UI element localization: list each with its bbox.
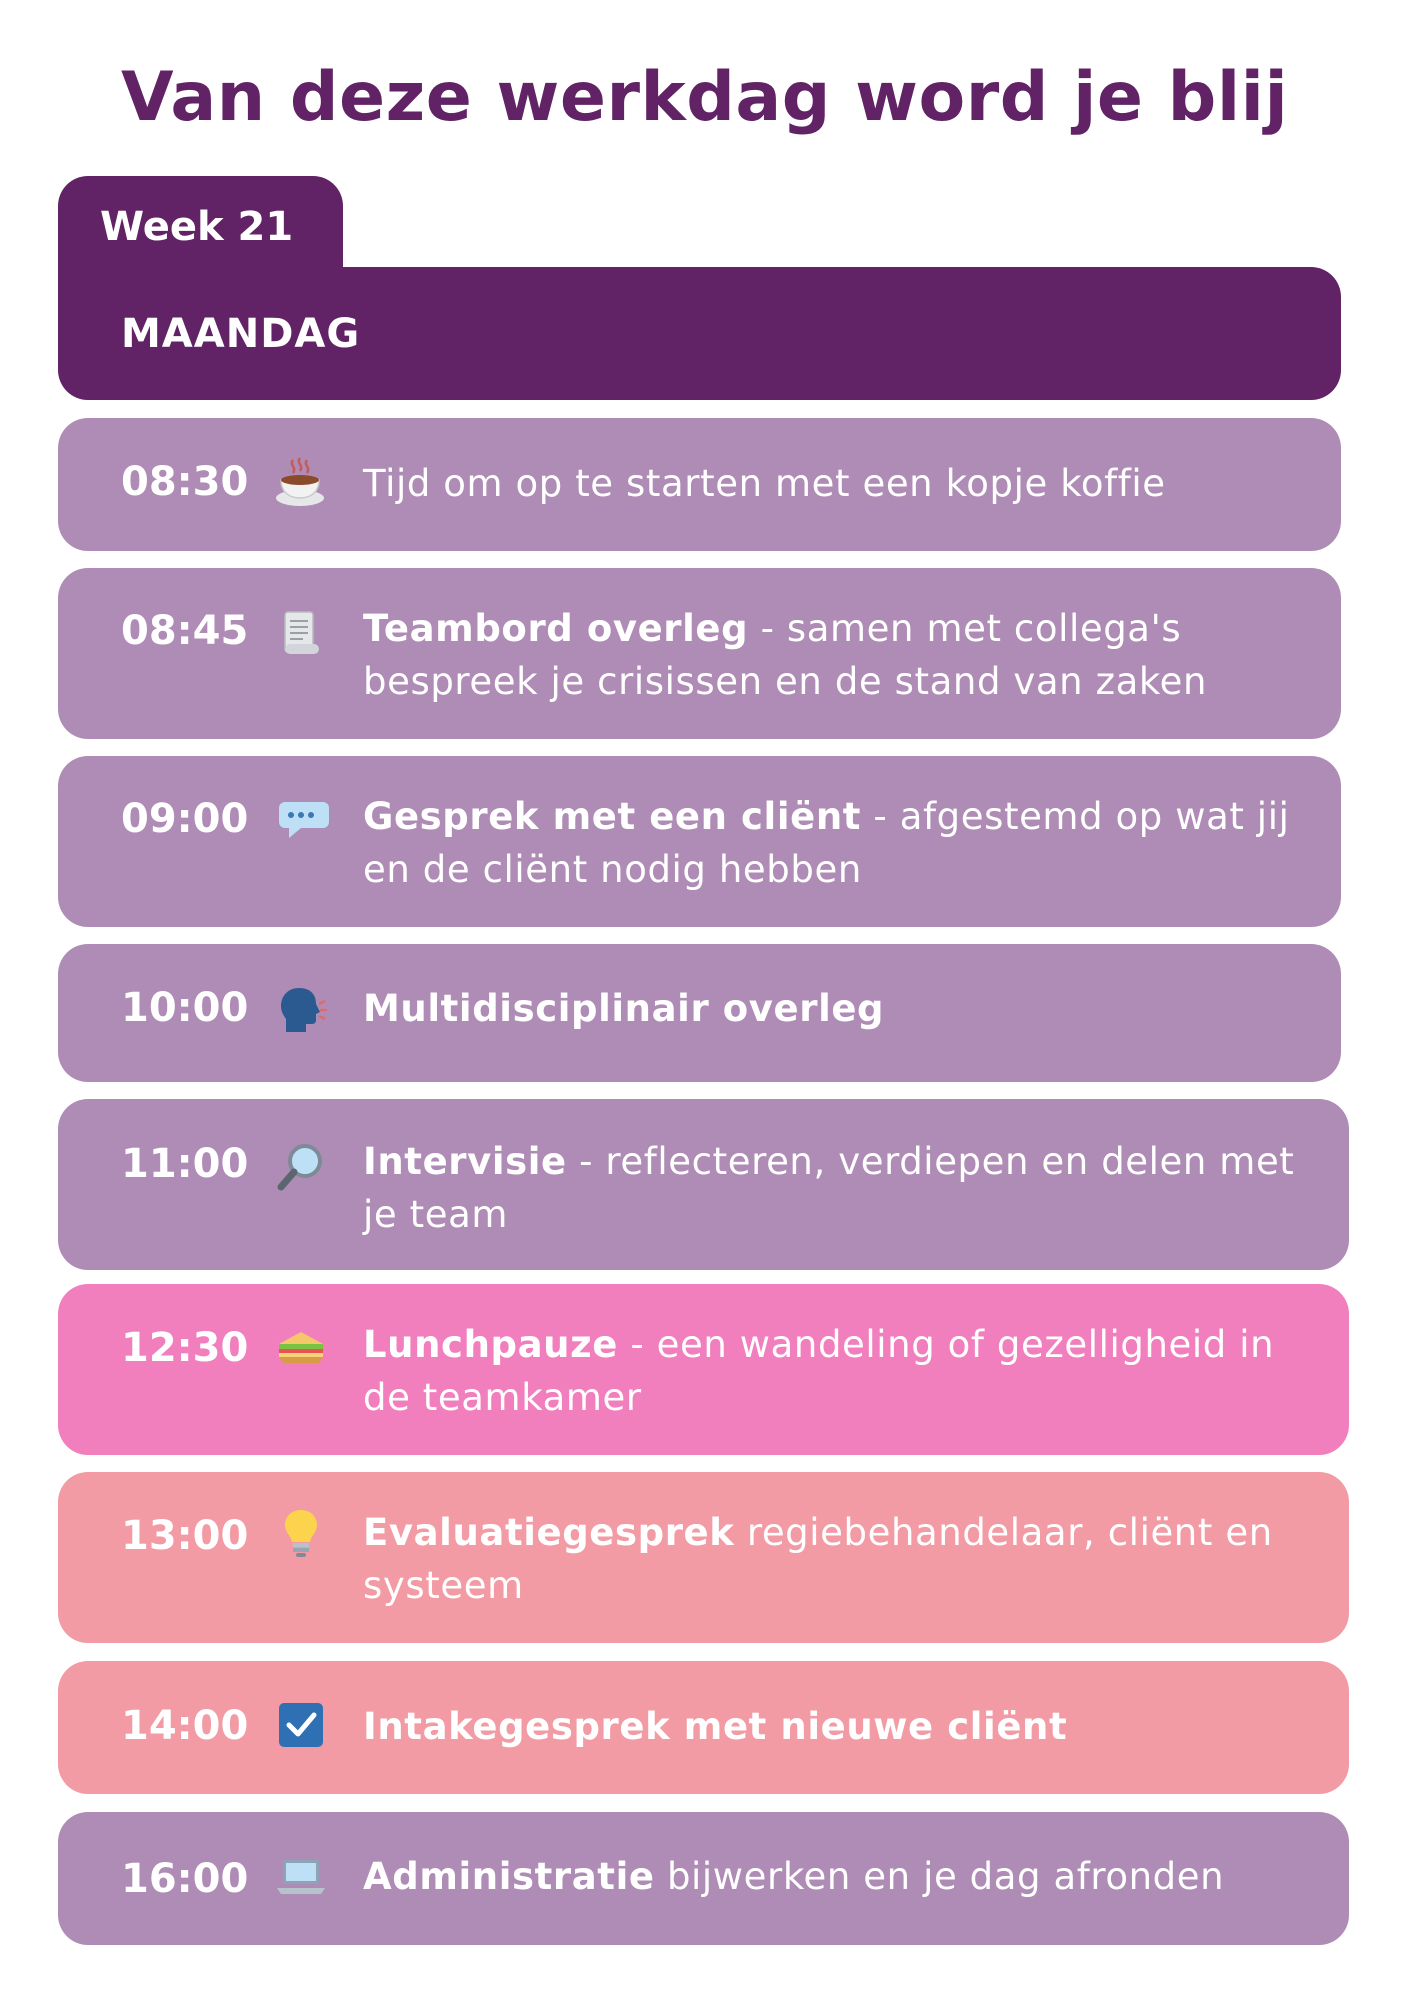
item-text bbox=[363, 1850, 1323, 1903]
schedule-item bbox=[58, 756, 1341, 927]
week-label: Week 21 bbox=[100, 204, 294, 250]
coffee-icon bbox=[273, 454, 329, 510]
item-text bbox=[363, 602, 1323, 708]
magnifying-glass-icon bbox=[273, 1139, 329, 1195]
time-label: 11:00 bbox=[121, 1141, 249, 1187]
item-description: - afgestemd op wat jij en de cliënt nodig hebben bbox=[363, 795, 1290, 891]
item-title: Intakegesprek met nieuwe cliënt bbox=[363, 1705, 1068, 1748]
item-title: Evaluatiegesprek bbox=[363, 1511, 735, 1554]
time-label: 09:00 bbox=[121, 796, 249, 842]
item-text bbox=[363, 1318, 1323, 1424]
speech-bubble-icon bbox=[273, 792, 329, 848]
laptop-icon bbox=[273, 1850, 329, 1906]
item-title: Administratie bbox=[363, 1855, 655, 1898]
item-text bbox=[363, 1700, 1323, 1753]
time-label: 08:30 bbox=[121, 459, 249, 505]
item-title: Gesprek met een cliënt bbox=[363, 795, 862, 838]
time-label: 12:30 bbox=[121, 1325, 249, 1371]
schedule-item bbox=[58, 1472, 1349, 1643]
item-title: Lunchpauze bbox=[363, 1323, 618, 1366]
schedule-item bbox=[58, 944, 1341, 1082]
page-title: Van deze werkdag word je blij bbox=[121, 58, 1289, 137]
item-text bbox=[363, 457, 1323, 510]
item-text bbox=[363, 790, 1323, 896]
item-description: - een wandeling of gezelligheid in de teamkamer bbox=[363, 1323, 1299, 1419]
schedule-item bbox=[58, 418, 1341, 551]
item-description: regiebehandelaar, cliënt en systeem bbox=[363, 1511, 1273, 1607]
item-description: - samen met collega's bespreek je crisissen en de stand van zaken bbox=[363, 607, 1207, 703]
item-description: Tijd om op te starten met een kopje koffie bbox=[363, 462, 1166, 505]
item-title: Intervisie bbox=[363, 1140, 567, 1183]
schedule-item bbox=[58, 1099, 1349, 1270]
time-label: 08:45 bbox=[121, 608, 249, 654]
sandwich-icon bbox=[273, 1318, 329, 1374]
time-label: 14:00 bbox=[121, 1703, 249, 1749]
day-label: MAANDAG bbox=[121, 311, 361, 357]
item-title: Teambord overleg bbox=[363, 607, 749, 650]
item-description: bijwerken en je dag afronden bbox=[654, 1855, 1225, 1898]
time-label: 16:00 bbox=[121, 1856, 249, 1902]
schedule-item bbox=[58, 1284, 1349, 1455]
item-text bbox=[363, 1135, 1323, 1241]
lightbulb-icon bbox=[273, 1506, 329, 1562]
schedule-item bbox=[58, 1812, 1349, 1945]
item-text bbox=[363, 1506, 1323, 1612]
item-title: Multidisciplinair overleg bbox=[363, 987, 885, 1030]
schedule-item bbox=[58, 568, 1341, 739]
item-description: - reflecteren, verdiepen en delen met je team bbox=[363, 1140, 1295, 1236]
schedule-item bbox=[58, 1661, 1349, 1794]
time-label: 13:00 bbox=[121, 1513, 249, 1559]
item-text bbox=[363, 982, 1323, 1035]
speaking-head-icon bbox=[273, 982, 329, 1038]
scroll-icon bbox=[273, 606, 329, 662]
checkbox-icon bbox=[273, 1699, 329, 1755]
time-label: 10:00 bbox=[121, 985, 249, 1031]
